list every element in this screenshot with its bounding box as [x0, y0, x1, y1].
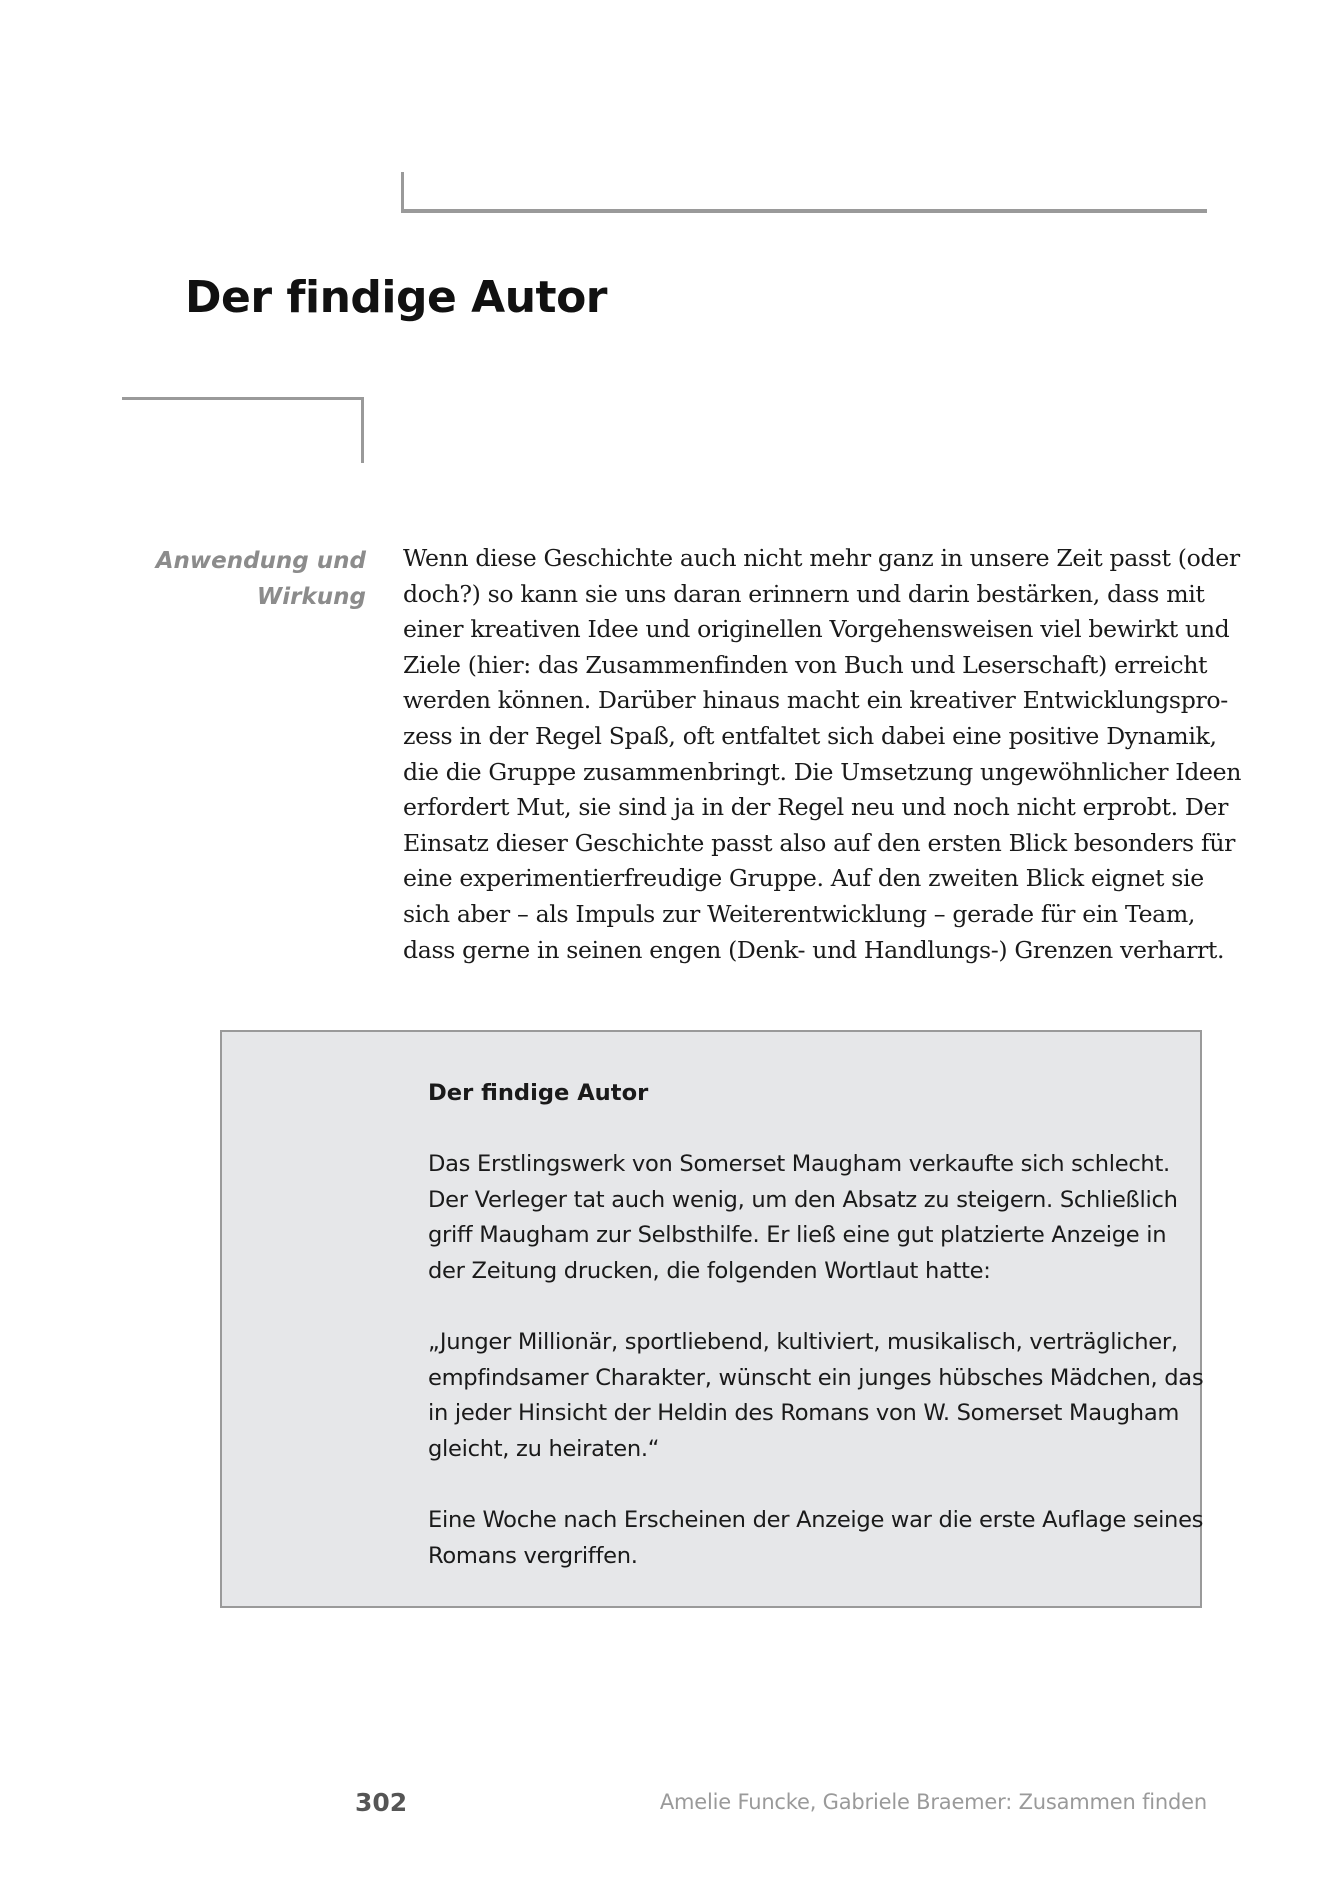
story-box [220, 1030, 1202, 1608]
side-label-line: Wirkung [256, 584, 366, 610]
body-line: Wenn diese Geschichte auch nicht mehr ganz in unsere Zeit passt (oder [403, 544, 1240, 572]
story-line: „Junger Millionär, sportliebend, kultiviert, musikalisch, verträglicher, [428, 1329, 1178, 1356]
body-line: werden können. Darüber hinaus macht ein kreativer Entwicklungspro- [403, 686, 1228, 715]
story-line: gleicht, zu heiraten.“ [428, 1435, 660, 1462]
body-line: einer kreativen Idee und originellen Vorgehensweisen viel bewirkt und [403, 615, 1230, 644]
page-number: 302 [355, 1788, 408, 1817]
body-line: dass gerne in seinen engen (Denk- und Handlungs-) Grenzen verharrt. [403, 935, 1225, 964]
body-line: doch?) so kann sie uns daran erinnern und darin bestärken, dass mit [403, 579, 1205, 608]
top-corner-rule-vertical [401, 172, 404, 212]
body-line: erfordert Mut, sie sind ja in der Regel neu und noch nicht erprobt. Der [403, 793, 1228, 822]
story-content [428, 1076, 1204, 1574]
story-line: in jeder Hinsicht der Heldin des Romans von W. Somerset Maugham [428, 1400, 1180, 1427]
body-line: zess in der Regel Spaß, oft entfaltet sich dabei eine positive Dynamik, [403, 721, 1217, 750]
story-paragraph-outcome [428, 1503, 1204, 1574]
top-corner-rule-horizontal [401, 209, 1207, 213]
side-label-line: Anwendung und [155, 548, 366, 574]
story-line: Das Erstlingswerk von Somerset Maugham verkaufte sich schlecht. [428, 1151, 1170, 1178]
story-title: Der findige Autor [428, 1080, 649, 1106]
story-line: Romans vergriffen. [428, 1542, 638, 1569]
page-title: Der findige Autor [185, 272, 608, 323]
body-line: eine experimentierfreudige Gruppe. Auf den zweiten Blick eignet sie [403, 864, 1204, 893]
side-label [156, 543, 366, 615]
story-line: Der Verleger tat auch wenig, um den Absatz zu steigern. Schließlich [428, 1186, 1178, 1213]
body-line: die die Gruppe zusammenbringt. Die Umsetzung ungewöhnlicher Ideen [403, 757, 1242, 786]
body-paragraph [403, 541, 1242, 968]
story-paragraph-advert [428, 1325, 1204, 1467]
story-line: empfindsamer Charakter, wünscht ein junges hübsches Mädchen, das [428, 1364, 1204, 1391]
story-line: griff Maugham zur Selbsthilfe. Er ließ eine gut platzierte Anzeige in [428, 1222, 1167, 1249]
mid-corner-rule-vertical [361, 397, 364, 463]
mid-corner-rule-horizontal [122, 397, 364, 400]
story-line: Eine Woche nach Erscheinen der Anzeige war die erste Auflage seines [428, 1507, 1204, 1534]
body-line: Ziele (hier: das Zusammenfinden von Buch und Leserschaft) erreicht [403, 650, 1208, 679]
story-paragraph-intro [428, 1147, 1188, 1289]
body-line: Einsatz dieser Geschichte passt also auf den ersten Blick besonders für [403, 828, 1236, 857]
body-line: sich aber – als Impuls zur Weiterentwicklung – gerade für ein Team, [403, 899, 1196, 928]
story-line: der Zeitung drucken, die folgenden Wortlaut hatte: [428, 1257, 991, 1284]
running-footer: Amelie Funcke, Gabriele Braemer: Zusammen finden [659, 1790, 1207, 1814]
